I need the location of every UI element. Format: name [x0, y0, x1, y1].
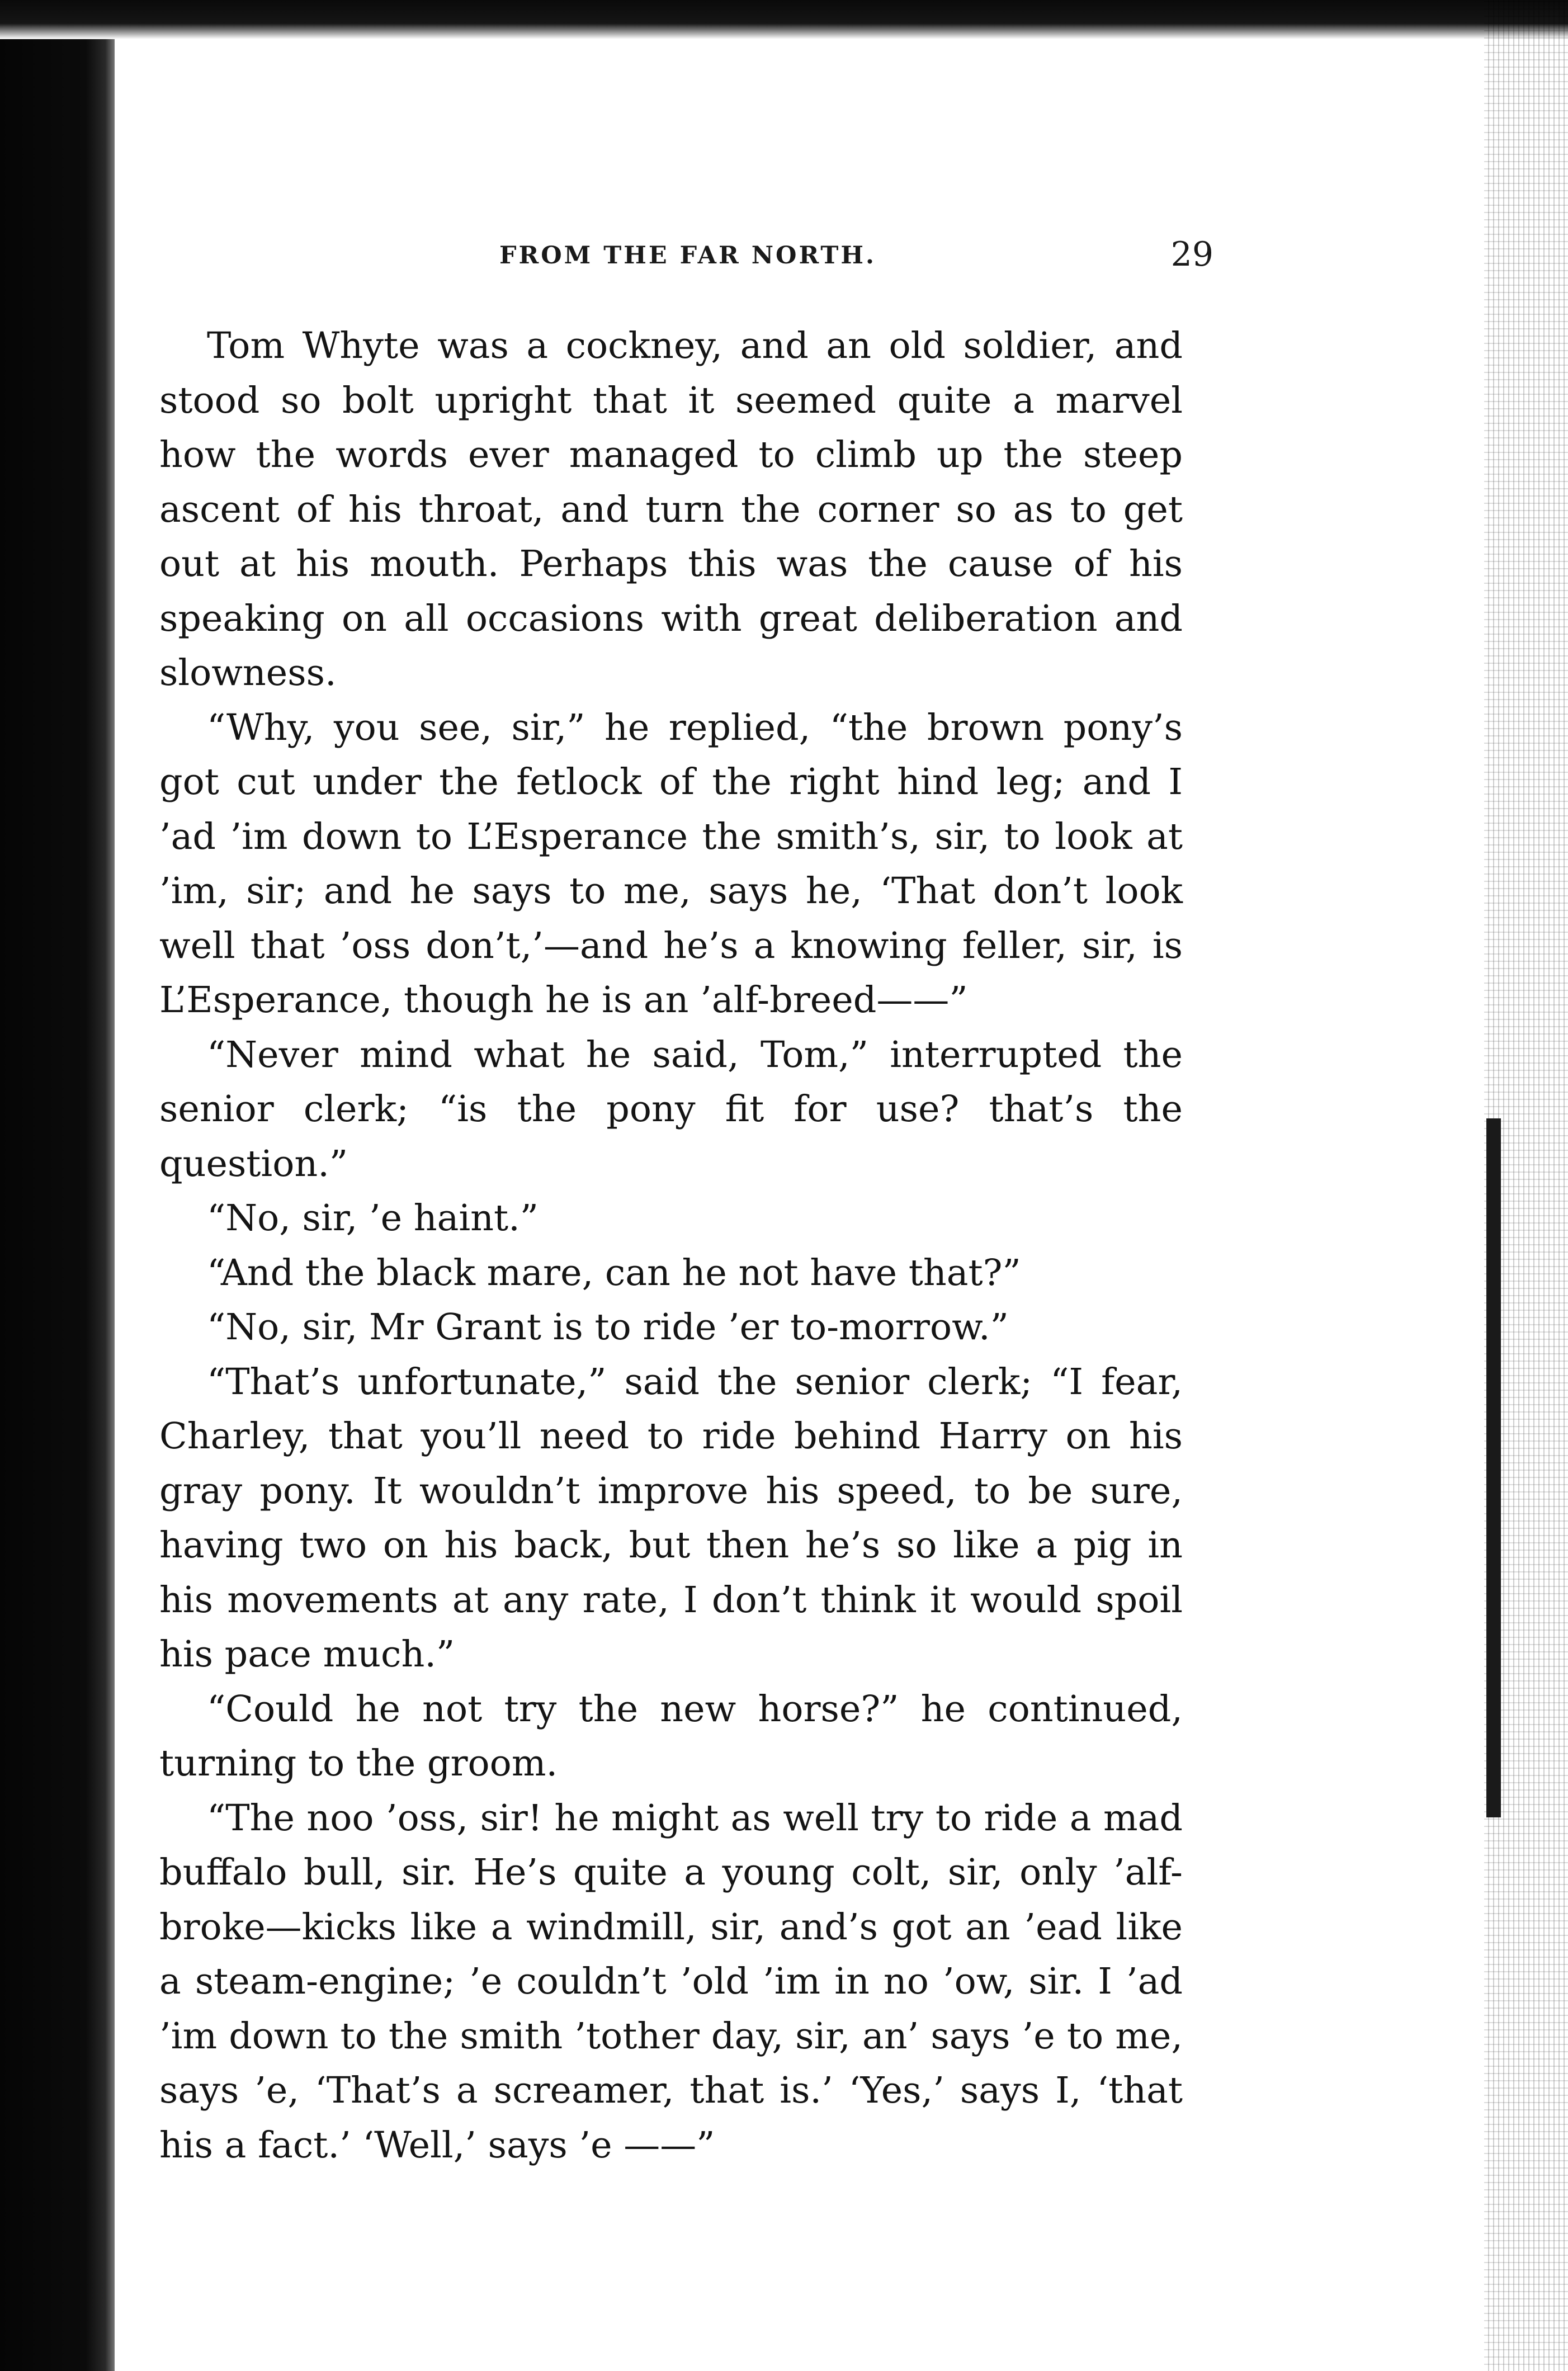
scan-edge-strip	[1486, 1118, 1501, 1817]
scan-border-top	[0, 0, 1568, 39]
paragraph: “Could he not try the new horse?” he continued, turning to the groom.	[159, 1688, 1183, 1784]
paragraph: “No, sir, ’e haint.”	[207, 1197, 539, 1239]
scan-border-left	[0, 0, 115, 2371]
body-text	[159, 319, 1183, 2172]
paragraph: Tom Whyte was a cockney, and an old soldier, and stood so bolt upright that it seemed quite a marvel how the words ever managed to climb up the steep ascent of his throat, and turn the corner so as to get out at his mouth. Perhaps this was the cause of his speaking on all occasions with great deliberation and slowness.	[159, 325, 1183, 694]
paragraph: “That’s unfortunate,” said the senior clerk; “I fear, Charley, that you’ll need to ride behind Harry on his gray pony. It wouldn’t improve his speed, to be sure, having two on his back, but then he’s so like a pig in his movements at any rate, I don’t think it would spoil his pace much.”	[159, 1361, 1183, 1675]
running-head	[162, 212, 1213, 280]
paragraph: “No, sir, Mr Grant is to ride ’er to-morrow.”	[207, 1306, 1009, 1348]
paragraph: “Why, you see, sir,” he replied, “the brown pony’s got cut under the fetlock of the right hind leg; and I ’ad ’im down to L’Esperance the smith’s, sir, to look at ’im, sir; and he says to me, says he, ‘That don’t look well that ’oss don’t,’—and he’s a knowing feller, sir, is L’Esperance, though he is an ’alf-breed——”	[159, 706, 1183, 1021]
paragraph: “The noo ’oss, sir! he might as well try to ride a mad buffalo bull, sir. He’s quite a young colt, sir, only ’alf-broke—kicks like a windmill, sir, and’s got an ’ead like a steam-engine; ’e couldn’t ’old ’im in no ’ow, sir. I ’ad ’im down to the smith ’tother day, sir, an’ says ’e to me, says ’e, ‘That’s a screamer, that is.’ ‘Yes,’ says I, ‘that his a fact.’ ‘Well,’ says ’e ——”	[159, 1797, 1183, 2166]
paragraph: “Never mind what he said, Tom,” interrupted the senior clerk; “is the pony fit for use? that’s the question.”	[159, 1033, 1183, 1185]
paragraph: “And the black mare, can he not have that?”	[207, 1251, 1021, 1294]
running-head-title: FROM THE FAR NORTH.	[499, 242, 877, 270]
page-number: 29	[1170, 235, 1213, 274]
